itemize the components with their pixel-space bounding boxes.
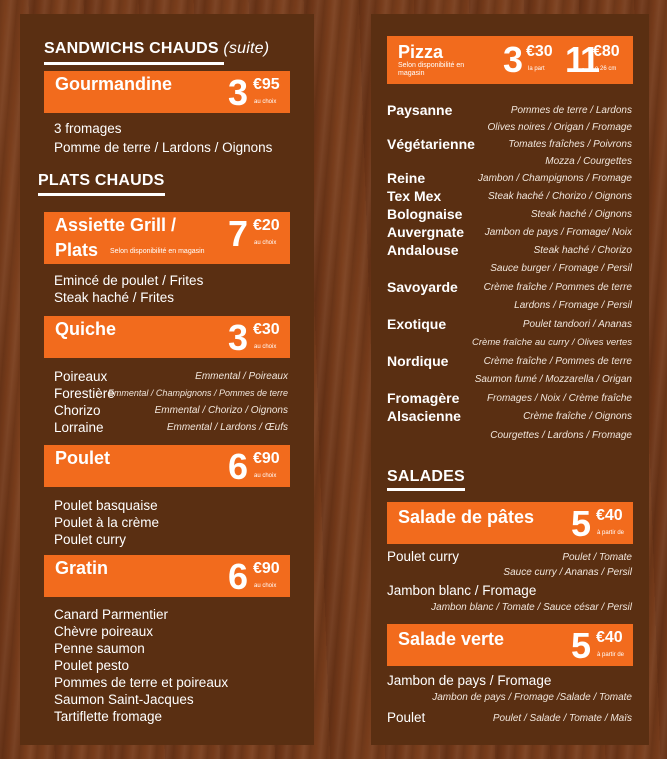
gratin-line: Pommes de terre et poireaux (54, 675, 229, 690)
quiche-item-name: Chorizo (54, 403, 101, 418)
quiche-price-int: 3 (228, 317, 249, 358)
sandwichs-suite: (suite) (223, 40, 270, 57)
left-menu-panel (20, 14, 314, 745)
assiette-price-note: au choix (254, 240, 277, 246)
poulet-line: Poulet curry (54, 532, 127, 547)
assiette-price-cents: €20 (253, 217, 280, 234)
gourmandine-bar (44, 71, 290, 113)
salade-item-name: Jambon de pays / Fromage (387, 673, 552, 688)
assiette-bar (44, 212, 290, 264)
pizza-item-name: Reine (387, 170, 426, 186)
gourmandine-price-cents: €95 (253, 76, 280, 93)
pizza-whole-price-int: 11 (565, 39, 598, 80)
gratin-line: Saumon Saint-Jacques (54, 692, 194, 707)
sandwichs-heading (44, 40, 269, 58)
assiette-price-int: 7 (228, 213, 249, 254)
gratin-bar (44, 555, 290, 597)
pizza-item-name: Andalouse (387, 242, 459, 258)
salade-item-desc: Poulet / Tomate (562, 552, 632, 563)
pizza-availability: Selon disponibilité en magasin (398, 62, 465, 77)
quiche-item-desc: Emmental / Champignons / Pommes de terre (107, 388, 288, 398)
gratin-line: Chèvre poireaux (54, 624, 154, 639)
gourmandine-price-int: 3 (228, 72, 249, 113)
pizza-part-note: la part (528, 66, 545, 72)
gratin-line: Tartiflette fromage (54, 709, 163, 724)
salade-item-desc: Jambon blanc / Tomate / Sauce césar / Persil (431, 602, 632, 613)
gratin-price-cents: €90 (253, 560, 280, 577)
pizza-item-desc: Pommes de terre / Lardons (510, 105, 632, 116)
pizza-item-name: Savoyarde (387, 279, 458, 295)
quiche-price-cents: €30 (253, 321, 280, 338)
quiche-item-name: Lorraine (54, 420, 104, 435)
quiche-item-desc: Emmental / Lardons / Œufs (166, 422, 288, 433)
pizza-item-desc: Steak haché / Chorizo / Oignons (488, 191, 632, 202)
pizza-item-desc: Jambon / Champignons / Fromage (478, 173, 632, 184)
assiette-availability: Selon disponibilité en magasin (110, 248, 205, 255)
pizza-bar (387, 36, 633, 84)
pizza-item-desc: Steak haché / Chorizo (533, 245, 632, 256)
sandwichs-title: SANDWICHS CHAUDS (44, 40, 219, 57)
gratin-price-note: au choix (254, 583, 277, 589)
salade-verte-note: à partir de (597, 652, 625, 658)
pizza-item-desc: Olives noires / Origan / Fromage (487, 122, 632, 133)
pizza-item-desc: Crème fraîche / Oignons (523, 411, 632, 422)
plats-heading: PLATS CHAUDS (38, 172, 165, 189)
pizza-item-desc: Jambon de pays / Fromage/ Noix (484, 227, 632, 238)
poulet-price-note: au choix (254, 473, 277, 479)
gratin-price-int: 6 (228, 556, 249, 597)
salade-pates-bar (387, 502, 633, 544)
gourmandine-line: 3 fromages (54, 121, 122, 136)
assiette-name: Assiette Grill / (55, 215, 177, 235)
quiche-price-note: au choix (254, 344, 277, 350)
salade-verte-price-int: 5 (571, 625, 592, 666)
pizza-part-price-int: 3 (503, 39, 524, 80)
pizza-item-desc: Crème fraîche / Pommes de terre (483, 282, 632, 293)
plats-underline (38, 193, 165, 196)
salade-item-desc: Jambon de pays / Fromage /Salade / Tomate (432, 692, 632, 703)
pizza-item-name: Tex Mex (387, 188, 442, 204)
quiche-item-name: Forestière (54, 386, 115, 401)
salades-underline (387, 488, 465, 491)
salade-item-name: Jambon blanc / Fromage (387, 583, 537, 598)
gourmandine-price-note: au choix (254, 99, 277, 105)
poulet-line: Poulet à la crème (54, 515, 160, 530)
assiette-line: Emincé de poulet / Frites (54, 273, 204, 288)
pizza-item-desc: Crème fraîche / Pommes de terre (483, 356, 632, 367)
gratin-line: Canard Parmentier (54, 607, 169, 622)
pizza-item-name: Nordique (387, 353, 449, 369)
pizza-whole-price-cents: €80 (593, 43, 620, 60)
gourmandine-name: Gourmandine (55, 74, 173, 94)
gratin-line: Poulet pesto (54, 658, 130, 673)
gratin-line: Penne saumon (54, 641, 145, 656)
salade-pates-price-cents: €40 (596, 507, 623, 524)
pizza-item-desc: Saumon fumé / Mozzarella / Origan (474, 374, 632, 385)
salade-item-name: Poulet (387, 710, 426, 725)
pizza-item-desc: Lardons / Fromage / Persil (514, 300, 632, 311)
salade-item-desc: Poulet / Salade / Tomate / Maïs (492, 713, 632, 724)
poulet-price-int: 6 (228, 446, 249, 487)
gourmandine-line: Pomme de terre / Lardons / Oignons (54, 140, 273, 155)
assiette-line: Steak haché / Frites (54, 290, 175, 305)
pizza-item-desc: Mozza / Courgettes (545, 156, 632, 167)
salade-item-desc: Sauce curry / Ananas / Persil (503, 567, 632, 578)
salade-item-name: Poulet curry (387, 549, 460, 564)
right-menu-panel (371, 14, 649, 745)
pizza-item-desc: Courgettes / Lardons / Fromage (490, 430, 632, 441)
assiette-name-2: Plats (55, 240, 99, 260)
pizza-item-desc: Poulet tandoori / Ananas (522, 319, 632, 330)
pizza-item-name: Auvergnate (387, 224, 465, 240)
pizza-item-name: Végétarienne (387, 136, 475, 152)
salade-verte-price-cents: €40 (596, 629, 623, 646)
pizza-part-price-cents: €30 (526, 43, 553, 60)
salade-pates-price-int: 5 (571, 503, 592, 544)
pizza-item-name: Exotique (387, 316, 447, 332)
poulet-price-cents: €90 (253, 450, 280, 467)
salade-verte-name: Salade verte (398, 629, 505, 649)
pizza-item-name: Bolognaise (387, 206, 463, 222)
pizza-item-desc: Tomates fraîches / Poivrons (508, 139, 632, 150)
pizza-item-name: Fromagère (387, 390, 460, 406)
pizza-whole-note: o 26 cm (595, 66, 617, 72)
poulet-line: Poulet basquaise (54, 498, 158, 513)
pizza-item-name: Alsacienne (387, 408, 461, 424)
quiche-name: Quiche (55, 319, 117, 339)
quiche-item-desc: Emmental / Chorizo / Oignons (154, 405, 288, 416)
pizza-item-desc: Steak haché / Oignons (530, 209, 632, 220)
salade-pates-note: à partir de (597, 530, 625, 536)
quiche-item-desc: Emmental / Poireaux (195, 371, 288, 382)
salade-verte-bar (387, 624, 633, 666)
sandwichs-underline (44, 62, 224, 65)
pizza-item-desc: Sauce burger / Fromage / Persil (490, 263, 632, 274)
pizza-name: Pizza (398, 42, 444, 62)
pizza-item-desc: Crème fraîche au curry / Olives vertes (472, 337, 632, 348)
pizza-item-desc: Fromages / Noix / Crème fraîche (486, 393, 632, 404)
poulet-bar (44, 445, 290, 487)
gratin-name: Gratin (55, 558, 109, 578)
quiche-bar (44, 316, 290, 358)
poulet-name: Poulet (55, 448, 111, 468)
pizza-item-name: Paysanne (387, 102, 453, 118)
salades-heading: SALADES (387, 468, 465, 485)
quiche-item-name: Poireaux (54, 369, 108, 384)
salade-pates-name: Salade de pâtes (398, 507, 535, 527)
